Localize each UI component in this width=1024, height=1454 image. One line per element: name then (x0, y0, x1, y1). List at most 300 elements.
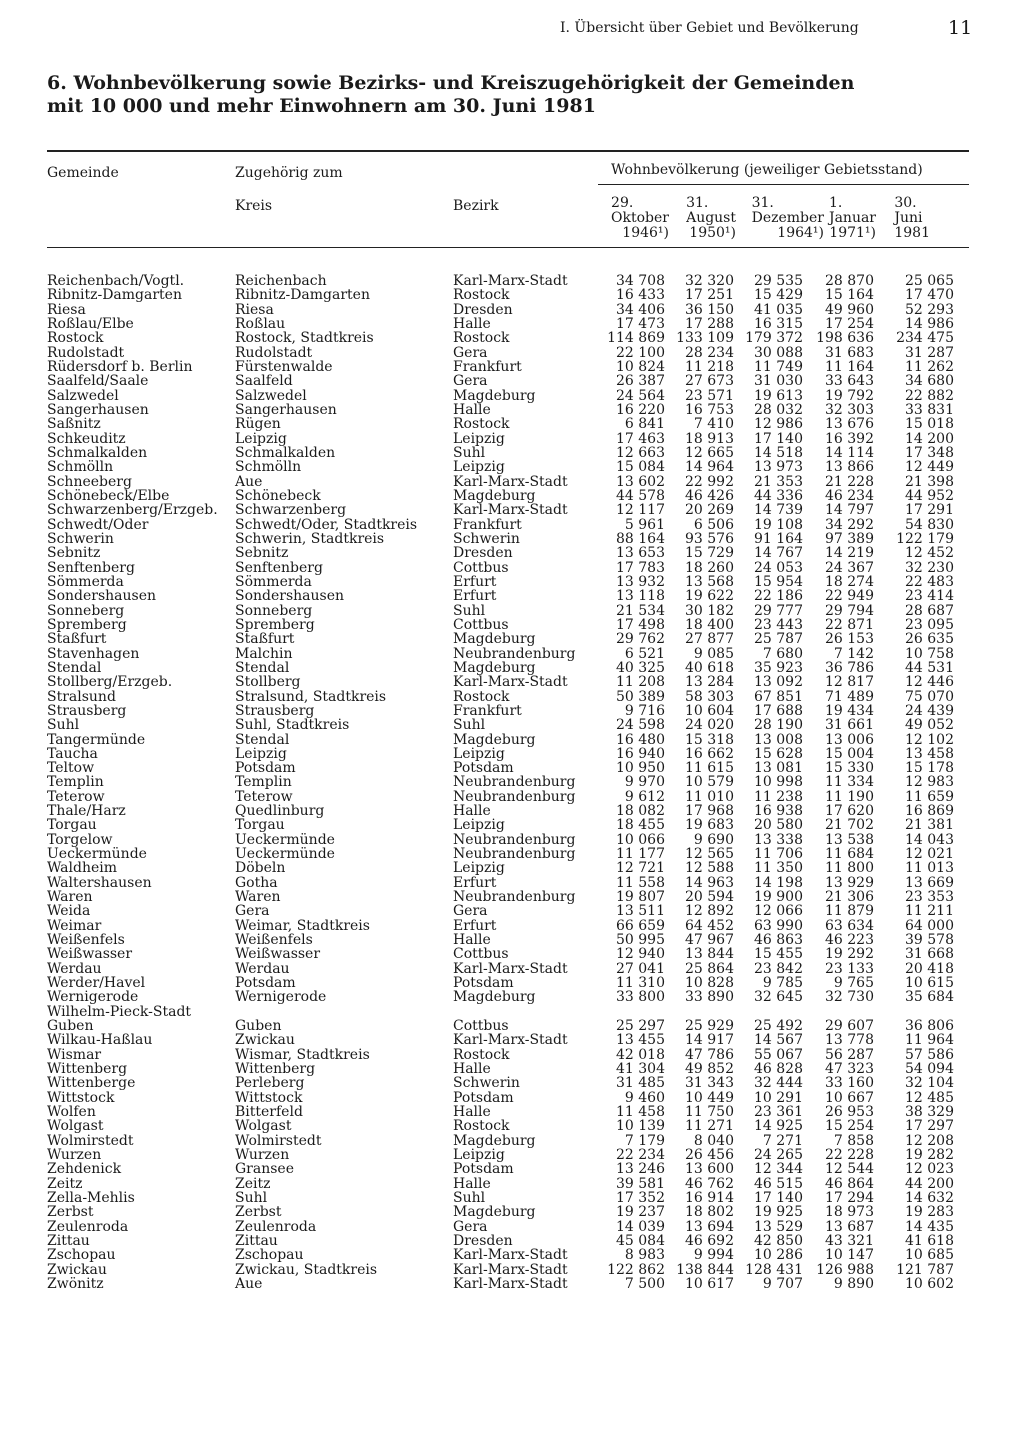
header-top-rule (47, 150, 969, 152)
cell-kreis: Sondershausen (235, 588, 345, 605)
cell-kreis: Döbeln (235, 860, 286, 877)
header-bottom-rule (47, 247, 969, 248)
cell-1981: 32 230 (905, 559, 954, 576)
cell-1971: 97 389 (825, 530, 874, 547)
cell-1971: 26 953 (825, 1104, 874, 1121)
cell-1971: 18 274 (825, 573, 874, 590)
cell-gemeinde: Weida (47, 903, 91, 920)
cell-gemeinde: Tangermünde (47, 731, 146, 748)
cell-1981: 10 615 (905, 975, 954, 992)
cell-1946: 5 961 (624, 516, 665, 533)
cell-1981: 64 000 (905, 917, 954, 934)
cell-1981: 31 287 (905, 344, 954, 361)
cell-1971: 18 973 (825, 1204, 874, 1221)
cell-gemeinde: Torgau (47, 817, 97, 834)
cell-1950: 32 320 (685, 273, 734, 289)
cell-kreis: Guben (235, 1018, 282, 1035)
cell-1981: 19 282 (905, 1147, 954, 1164)
table-row (0, 861, 1024, 875)
date-month: Oktober (611, 210, 669, 226)
table-row (0, 1033, 1024, 1047)
cell-1981: 14 632 (905, 1190, 954, 1206)
cell-kreis: Rügen (235, 416, 281, 433)
cell-1971: 11 879 (825, 903, 874, 920)
cell-gemeinde: Werdau (47, 960, 102, 977)
page-number: 11 (948, 17, 973, 39)
cell-kreis: Gransee (235, 1161, 294, 1178)
cell-1946: 16 433 (616, 287, 665, 304)
cell-1981: 12 485 (905, 1089, 954, 1106)
table-row (0, 618, 1024, 632)
cell-bezirk: Halle (453, 1061, 491, 1078)
header-date-1950 (686, 196, 736, 241)
cell-1950: 7 410 (693, 416, 734, 433)
cell-bezirk: Leipzig (453, 430, 505, 447)
cell-1946: 21 534 (616, 602, 665, 619)
cell-1964: 13 092 (754, 674, 803, 691)
cell-1950: 19 683 (685, 817, 734, 834)
cell-1981: 28 687 (905, 602, 954, 619)
table-row (0, 818, 1024, 832)
cell-1971: 21 306 (825, 889, 874, 906)
cell-1946: 18 082 (616, 803, 665, 820)
cell-gemeinde: Stollberg/Erzgeb. (47, 674, 173, 691)
table-title-line-2: mit 10 000 und mehr Einwohnern am 30. Juni 1981 (47, 95, 596, 117)
cell-1950: 19 622 (685, 588, 734, 605)
cell-kreis: Stollberg (235, 674, 301, 691)
cell-1950: 13 600 (685, 1161, 734, 1178)
cell-kreis: Staßfurt (235, 631, 295, 648)
cell-gemeinde: Zwönitz (47, 1275, 104, 1292)
cell-gemeinde: Spremberg (47, 616, 127, 633)
cell-1950: 49 852 (685, 1061, 734, 1078)
cell-1946: 14 039 (616, 1218, 665, 1235)
cell-1950: 9 690 (693, 831, 734, 848)
cell-1946: 9 612 (624, 788, 665, 805)
date-year: 1981 (894, 225, 930, 241)
cell-1971: 24 367 (825, 559, 874, 576)
cell-kreis: Sangerhausen (235, 401, 337, 418)
table-row (0, 933, 1024, 947)
cell-gemeinde: Schkeuditz (47, 430, 126, 447)
cell-1950: 17 251 (685, 287, 734, 304)
table-row (0, 947, 1024, 961)
cell-1964: 13 529 (754, 1218, 803, 1235)
table-row (0, 804, 1024, 818)
cell-1950: 9 994 (693, 1247, 734, 1264)
cell-1971: 15 164 (825, 287, 874, 304)
cell-1981: 12 452 (905, 545, 954, 562)
cell-1981: 34 680 (905, 373, 954, 390)
cell-kreis: Zwickau (235, 1032, 295, 1049)
cell-1950: 10 579 (685, 774, 734, 791)
cell-1946: 13 246 (616, 1161, 665, 1178)
cell-kreis: Gera (235, 903, 270, 920)
cell-1964: 46 515 (754, 1175, 803, 1192)
cell-bezirk: Karl-Marx-Stadt (453, 273, 568, 289)
cell-1971: 26 153 (825, 631, 874, 648)
table-body (0, 274, 1024, 1291)
cell-bezirk: Halle (453, 803, 491, 820)
cell-1946: 11 310 (616, 975, 665, 992)
cell-bezirk: Erfurt (453, 588, 497, 605)
cell-bezirk: Frankfurt (453, 516, 522, 533)
cell-1971: 9 890 (833, 1275, 874, 1292)
cell-1964: 24 053 (754, 559, 803, 576)
date-day: 31. (751, 195, 774, 211)
cell-bezirk: Neubrandenburg (453, 774, 576, 791)
cell-gemeinde: Stendal (47, 659, 102, 676)
cell-gemeinde: Ribnitz-Damgarten (47, 287, 182, 304)
table-row (0, 1220, 1024, 1234)
table-row (0, 1019, 1024, 1033)
cell-gemeinde: Suhl (47, 717, 80, 734)
cell-1971: 13 006 (825, 731, 874, 748)
cell-1981: 44 952 (905, 487, 954, 504)
cell-1981: 22 882 (905, 387, 954, 404)
cell-gemeinde: Sömmerda (47, 573, 124, 590)
table-row (0, 1162, 1024, 1176)
cell-bezirk: Magdeburg (453, 659, 536, 676)
cell-gemeinde: Senftenberg (47, 559, 135, 576)
cell-1971: 10 667 (825, 1089, 874, 1106)
cell-1981: 10 758 (905, 645, 954, 662)
table-row (0, 690, 1024, 704)
cell-1946: 8 983 (624, 1247, 665, 1264)
cell-kreis: Schwerin, Stadtkreis (235, 530, 385, 547)
cell-1946: 11 558 (616, 874, 665, 891)
cell-bezirk: Dresden (453, 1232, 513, 1249)
cell-1946: 13 455 (616, 1032, 665, 1049)
cell-1971: 15 254 (825, 1118, 874, 1135)
cell-1964: 21 353 (754, 473, 803, 490)
cell-1964: 13 973 (754, 459, 803, 476)
cell-1950: 10 617 (685, 1275, 734, 1292)
cell-1981: 33 831 (905, 401, 954, 418)
cell-1964: 19 900 (754, 889, 803, 906)
cell-bezirk: Rostock (453, 688, 510, 705)
table-row (0, 1048, 1024, 1062)
cell-kreis: Sebnitz (235, 545, 289, 562)
cell-bezirk: Rostock (453, 330, 510, 347)
cell-1971: 22 228 (825, 1147, 874, 1164)
cell-kreis: Aue (235, 473, 263, 490)
table-row (0, 1119, 1024, 1133)
table-row (0, 718, 1024, 732)
cell-1964: 63 990 (754, 917, 803, 934)
cell-bezirk: Magdeburg (453, 487, 536, 504)
header-group-rule (598, 184, 969, 185)
cell-1981: 23 414 (905, 588, 954, 605)
cell-1971: 36 786 (825, 659, 874, 676)
cell-1964: 14 198 (754, 874, 803, 891)
cell-1950: 14 917 (685, 1032, 734, 1049)
cell-1971: 46 223 (825, 932, 874, 949)
cell-1981: 20 418 (905, 960, 954, 977)
table-row (0, 389, 1024, 403)
cell-1964: 19 925 (754, 1204, 803, 1221)
cell-1971: 12 817 (825, 674, 874, 691)
cell-1946: 10 139 (616, 1118, 665, 1135)
table-row (0, 589, 1024, 603)
date-day: 31. (686, 195, 709, 211)
cell-1964: 15 455 (754, 946, 803, 963)
cell-1971: 198 636 (816, 330, 874, 347)
cell-1964: 30 088 (754, 344, 803, 361)
cell-kreis: Leipzig (235, 430, 287, 447)
cell-1971: 17 254 (825, 315, 874, 332)
cell-1964: 14 567 (754, 1032, 803, 1049)
cell-kreis: Quedlinburg (235, 803, 325, 820)
cell-kreis: Leipzig (235, 745, 287, 762)
cell-1971: 46 234 (825, 487, 874, 504)
cell-1964: 91 164 (754, 530, 803, 547)
cell-1946: 7 179 (624, 1132, 665, 1149)
table-row (0, 1191, 1024, 1205)
cell-1971: 21 702 (825, 817, 874, 834)
cell-1964: 19 108 (754, 516, 803, 533)
cell-1981: 32 104 (905, 1075, 954, 1092)
cell-1964: 15 954 (754, 573, 803, 590)
cell-1981: 75 070 (905, 688, 954, 705)
cell-1950: 27 673 (685, 373, 734, 390)
date-day: 1. (828, 195, 843, 211)
cell-1981: 35 684 (905, 989, 954, 1006)
cell-1950: 40 618 (685, 659, 734, 676)
cell-1950: 58 303 (685, 688, 734, 705)
cell-1950: 10 828 (685, 975, 734, 992)
cell-1971: 46 864 (825, 1175, 874, 1192)
table-title (47, 72, 957, 118)
cell-1950: 17 968 (685, 803, 734, 820)
cell-1950: 18 802 (685, 1204, 734, 1221)
table-row (0, 561, 1024, 575)
table-row (0, 890, 1024, 904)
cell-kreis: Bitterfeld (235, 1104, 303, 1121)
cell-1971: 10 147 (825, 1247, 874, 1264)
cell-1971: 19 292 (825, 946, 874, 963)
table-row (0, 761, 1024, 775)
cell-1946: 9 970 (624, 774, 665, 791)
cell-1950: 12 665 (685, 444, 734, 461)
cell-1971: 16 392 (825, 430, 874, 447)
cell-gemeinde: Wilhelm-Pieck-Stadt (47, 1003, 192, 1020)
cell-gemeinde: Rostock (47, 330, 104, 347)
cell-1946: 50 389 (616, 688, 665, 705)
cell-bezirk: Karl-Marx-Stadt (453, 1247, 568, 1264)
cell-gemeinde: Zerbst (47, 1204, 94, 1221)
cell-1971: 17 620 (825, 803, 874, 820)
date-day: 30. (894, 195, 917, 211)
cell-bezirk: Karl-Marx-Stadt (453, 502, 568, 519)
table-row (0, 346, 1024, 360)
cell-1964: 17 140 (754, 1190, 803, 1206)
cell-1946: 24 598 (616, 717, 665, 734)
cell-gemeinde: Saalfeld/Saale (47, 373, 149, 390)
cell-1964: 11 706 (754, 846, 803, 863)
cell-bezirk: Gera (453, 344, 488, 361)
cell-gemeinde: Wolmirstedt (47, 1132, 134, 1149)
date-month: Januar (828, 210, 876, 226)
cell-1971: 49 960 (825, 301, 874, 318)
cell-1946: 31 485 (616, 1075, 665, 1092)
cell-1950: 47 967 (685, 932, 734, 949)
table-row (0, 747, 1024, 761)
cell-1971: 126 988 (816, 1261, 874, 1278)
cell-1946: 17 473 (616, 315, 665, 332)
cell-1981: 15 178 (905, 760, 954, 777)
cell-1950: 13 694 (685, 1218, 734, 1235)
table-row (0, 360, 1024, 374)
cell-1981: 12 446 (905, 674, 954, 691)
cell-1971: 13 538 (825, 831, 874, 848)
cell-kreis: Sonneberg (235, 602, 313, 619)
cell-bezirk: Frankfurt (453, 358, 522, 375)
table-row (0, 1263, 1024, 1277)
date-year: 1950¹) (689, 225, 736, 241)
cell-kreis: Reichenbach (235, 273, 327, 289)
cell-1946: 17 463 (616, 430, 665, 447)
cell-1946: 34 406 (616, 301, 665, 318)
table-row (0, 331, 1024, 345)
cell-1981: 21 398 (905, 473, 954, 490)
cell-1946: 44 578 (616, 487, 665, 504)
cell-gemeinde: Stavenhagen (47, 645, 140, 662)
cell-kreis: Schwarzenberg (235, 502, 347, 519)
cell-bezirk: Neubrandenburg (453, 645, 576, 662)
cell-1981: 12 208 (905, 1132, 954, 1149)
cell-1964: 12 344 (754, 1161, 803, 1178)
cell-bezirk: Neubrandenburg (453, 788, 576, 805)
cell-1950: 18 400 (685, 616, 734, 633)
cell-bezirk: Dresden (453, 545, 513, 562)
cell-1946: 12 721 (616, 860, 665, 877)
cell-1950: 11 010 (685, 788, 734, 805)
cell-gemeinde: Thale/Harz (47, 803, 126, 820)
cell-kreis: Zerbst (235, 1204, 282, 1221)
cell-kreis: Saalfeld (235, 373, 293, 390)
cell-1950: 16 914 (685, 1190, 734, 1206)
cell-bezirk: Karl-Marx-Stadt (453, 1275, 568, 1292)
table-row (0, 475, 1024, 489)
cell-1981: 49 052 (905, 717, 954, 734)
cell-1946: 40 325 (616, 659, 665, 676)
cell-kreis: Stendal (235, 731, 290, 748)
cell-kreis: Weißwasser (235, 946, 321, 963)
cell-1950: 10 604 (685, 702, 734, 719)
cell-1946: 16 480 (616, 731, 665, 748)
cell-1971: 34 292 (825, 516, 874, 533)
cell-1971: 13 687 (825, 1218, 874, 1235)
cell-1981: 31 668 (905, 946, 954, 963)
cell-bezirk: Magdeburg (453, 387, 536, 404)
cell-kreis: Salzwedel (235, 387, 307, 404)
header-date-1946 (611, 196, 669, 241)
cell-kreis: Stendal (235, 659, 290, 676)
cell-1946: 13 118 (616, 588, 665, 605)
cell-gemeinde: Zwickau (47, 1261, 107, 1278)
cell-1981: 44 200 (905, 1175, 954, 1192)
cell-1946: 25 297 (616, 1018, 665, 1035)
cell-1981: 11 262 (905, 358, 954, 375)
cell-1964: 42 850 (754, 1232, 803, 1249)
cell-bezirk: Potsdam (453, 975, 514, 992)
date-day: 29. (611, 195, 634, 211)
cell-1964: 9 707 (762, 1275, 803, 1292)
cell-1946: 22 234 (616, 1147, 665, 1164)
cell-1971: 29 607 (825, 1018, 874, 1035)
cell-1950: 18 913 (685, 430, 734, 447)
table-row (0, 432, 1024, 446)
cell-kreis: Sömmerda (235, 573, 312, 590)
cell-1971: 13 676 (825, 416, 874, 433)
cell-bezirk: Rostock (453, 287, 510, 304)
cell-1964: 46 828 (754, 1061, 803, 1078)
cell-bezirk: Frankfurt (453, 702, 522, 719)
cell-1964: 13 081 (754, 760, 803, 777)
cell-1950: 138 844 (676, 1261, 734, 1278)
cell-1964: 23 443 (754, 616, 803, 633)
cell-1950: 26 456 (685, 1147, 734, 1164)
cell-1946: 24 564 (616, 387, 665, 404)
cell-1950: 46 762 (685, 1175, 734, 1192)
cell-1946: 114 869 (607, 330, 665, 347)
cell-1946: 22 100 (616, 344, 665, 361)
table-row (0, 1148, 1024, 1162)
cell-kreis: Werdau (235, 960, 290, 977)
table-row (0, 775, 1024, 789)
table-row (0, 288, 1024, 302)
cell-1971: 11 164 (825, 358, 874, 375)
date-month: Juni (894, 210, 923, 226)
date-month: August (686, 210, 736, 226)
cell-gemeinde: Waren (47, 889, 93, 906)
cell-bezirk: Leipzig (453, 745, 505, 762)
table-row (0, 704, 1024, 718)
cell-bezirk: Halle (453, 932, 491, 949)
cell-1971: 43 321 (825, 1232, 874, 1249)
cell-1971: 12 544 (825, 1161, 874, 1178)
cell-1950: 8 040 (693, 1132, 734, 1149)
cell-bezirk: Suhl (453, 1190, 486, 1206)
cell-1950: 16 662 (685, 745, 734, 762)
table-row (0, 446, 1024, 460)
cell-gemeinde: Schmölln (47, 459, 114, 476)
cell-1950: 13 284 (685, 674, 734, 691)
cell-bezirk: Cottbus (453, 616, 509, 633)
header-kreis: Kreis (235, 198, 273, 214)
cell-bezirk: Cottbus (453, 946, 509, 963)
cell-1946: 10 824 (616, 358, 665, 375)
cell-kreis: Waren (235, 889, 281, 906)
cell-1971: 7 858 (833, 1132, 874, 1149)
table-row (0, 1234, 1024, 1248)
cell-1964: 9 785 (762, 975, 803, 992)
header-date-1971 (829, 196, 876, 241)
cell-gemeinde: Schmalkalden (47, 444, 148, 461)
cell-1946: 9 460 (624, 1089, 665, 1106)
cell-gemeinde: Zehdenick (47, 1161, 122, 1178)
cell-kreis: Spremberg (235, 616, 315, 633)
cell-bezirk: Magdeburg (453, 989, 536, 1006)
cell-bezirk: Rostock (453, 416, 510, 433)
table-row (0, 374, 1024, 388)
cell-1964: 14 767 (754, 545, 803, 562)
cell-1981: 38 329 (905, 1104, 954, 1121)
cell-1946: 11 208 (616, 674, 665, 691)
cell-kreis: Ueckermünde (235, 831, 335, 848)
cell-bezirk: Erfurt (453, 573, 497, 590)
